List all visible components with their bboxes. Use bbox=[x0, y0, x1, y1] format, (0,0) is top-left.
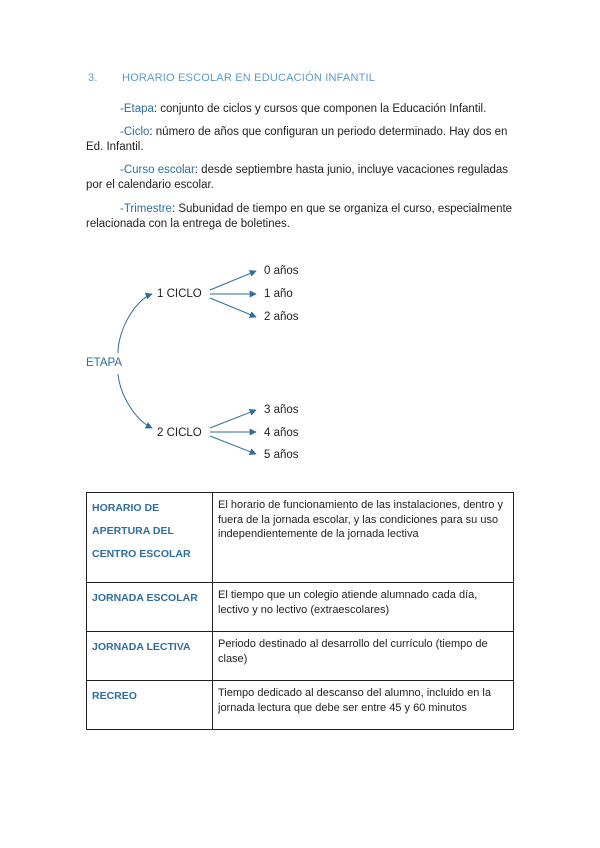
definition-term: -Curso escolar bbox=[120, 164, 195, 176]
schedule-definitions-table bbox=[86, 492, 514, 730]
arrow-ciclo2-year-3 bbox=[210, 410, 256, 428]
table-row-label: JORNADA LECTIVA bbox=[87, 632, 213, 681]
definition-text: : número de años que configuran un periodo determinado. Hay dos en Ed. Infantil. bbox=[86, 126, 508, 153]
definition-term: -Trimestre bbox=[120, 203, 172, 215]
table-row-description: Periodo destinado al desarrollo del currículo (tiempo de clase) bbox=[213, 632, 514, 681]
table-row-label: RECREO bbox=[87, 681, 213, 730]
table-row bbox=[87, 493, 514, 583]
table-row-description: Tiempo dedicado al descanso del alumno, incluido en la jornada lectura que debe ser entre 45 y 60 minutos bbox=[213, 681, 514, 730]
year-label: 5 años bbox=[264, 449, 299, 461]
year-label: 4 años bbox=[264, 427, 299, 439]
year-label: 2 años bbox=[264, 311, 299, 323]
definition-ciclo bbox=[86, 125, 516, 155]
arrow-ciclo2-year-5 bbox=[210, 436, 256, 454]
year-label: 1 año bbox=[264, 288, 293, 300]
year-label: 0 años bbox=[264, 265, 299, 277]
definition-term: -Etapa bbox=[120, 103, 154, 115]
etapa-diagram bbox=[0, 250, 600, 470]
definition-etapa bbox=[86, 102, 516, 117]
definition-curso-escolar bbox=[86, 163, 516, 193]
arrow-ciclo1-year-0 bbox=[210, 271, 256, 290]
cycle-1-label: 1 CICLO bbox=[157, 288, 202, 300]
definition-trimestre bbox=[86, 202, 516, 232]
arrow-etapa-to-ciclo-1 bbox=[118, 294, 152, 353]
table-row bbox=[87, 583, 514, 632]
table-row bbox=[87, 681, 514, 730]
definition-text: : Subunidad de tiempo en que se organiza el curso, especialmente relacionada con la entrega de boletines. bbox=[86, 203, 513, 230]
diagram-root-etapa: ETAPA bbox=[86, 357, 122, 369]
table-row-description: El horario de funcionamiento de las instalaciones, dentro y fuera de la jornada escolar, y las condiciones para su uso independientemente de la jornada lectiva bbox=[213, 493, 514, 583]
section-number: 3. bbox=[88, 72, 98, 84]
section-heading bbox=[88, 72, 375, 84]
year-label: 3 años bbox=[264, 404, 299, 416]
arrow-etapa-to-ciclo-2 bbox=[118, 374, 152, 428]
definition-term: -Ciclo bbox=[120, 126, 150, 138]
table-row-label: HORARIO DE APERTURA DEL CENTRO ESCOLAR bbox=[87, 493, 213, 583]
table-row-label: JORNADA ESCOLAR bbox=[87, 583, 213, 632]
table-row-description: El tiempo que un colegio atiende alumnado cada día, lectivo y no lectivo (extraescolares) bbox=[213, 583, 514, 632]
definition-text: : desde septiembre hasta junio, incluye vacaciones reguladas por el calendario escolar. bbox=[86, 164, 509, 191]
cycle-2-label: 2 CICLO bbox=[157, 427, 202, 439]
table-row bbox=[87, 632, 514, 681]
definition-text: : conjunto de ciclos y cursos que componen la Educación Infantil. bbox=[153, 103, 487, 115]
section-title: HORARIO ESCOLAR EN EDUCACIÓN INFANTIL bbox=[122, 72, 376, 84]
arrow-ciclo1-year-2 bbox=[210, 298, 256, 317]
